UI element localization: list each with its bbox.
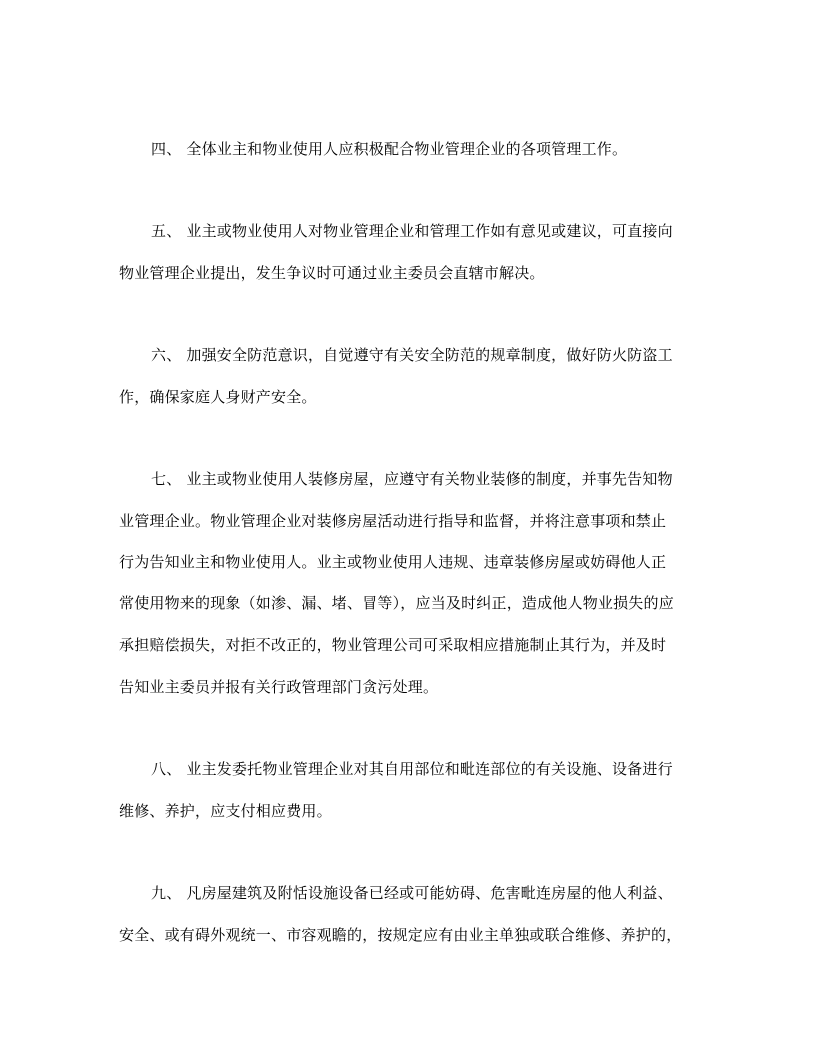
clause-5-line-2: 物业管理企业提出，发生争议时可通过业主委员会直辖市解决。	[119, 264, 545, 282]
clause-9-line-2: 安全、或有碍外观统一、市容观瞻的，按规定应有由业主单独或联合维修、养护的，	[119, 926, 682, 944]
clause-4-line-1: 四、 全体业主和物业使用人应积极配合物业管理企业的各项管理工作。	[151, 140, 628, 158]
clause-7-line-3: 行为告知业主和物业使用人。业主或物业使用人违规、违章装修房屋或妨碍他人正	[119, 553, 667, 571]
clause-7-line-4: 常使用物来的现象（如渗、漏、堵、冒等），应当及时纠正，造成他人物业损失的应	[119, 594, 674, 612]
clause-6-line-2: 作，确保家庭人身财产安全。	[119, 388, 317, 406]
clause-8-line-2: 维修、养护，应支付相应费用。	[119, 802, 332, 820]
clause-9-line-1: 九、 凡房屋建筑及附恬设施设备已经或可能妨碍、危害毗连房屋的他人利益、	[151, 884, 673, 902]
clause-7-line-2: 业管理企业。物业管理企业对装修房屋活动进行指导和监督，并将注意事项和禁止	[119, 512, 667, 530]
clause-6-line-1: 六、 加强安全防范意识，自觉遵守有关安全防范的规章制度，做好防火防盗工	[151, 346, 673, 364]
clause-7-line-6: 告知业主委员并报有关行政管理部门贪污处理。	[119, 678, 439, 696]
clause-7-line-1: 七、 业主或物业使用人装修房屋，应遵守有关物业装修的制度，并事先告知物	[151, 470, 673, 488]
clause-7-line-5: 承担赔偿损失，对拒不改正的，物业管理公司可采取相应措施制止其行为，并及时	[119, 636, 667, 654]
clause-5-line-1: 五、 业主或物业使用人对物业管理企业和管理工作如有意见或建议，可直接向	[151, 222, 673, 240]
clause-8-line-1: 八、 业主发委托物业管理企业对其自用部位和毗连部位的有关设施、设备进行	[151, 760, 673, 778]
